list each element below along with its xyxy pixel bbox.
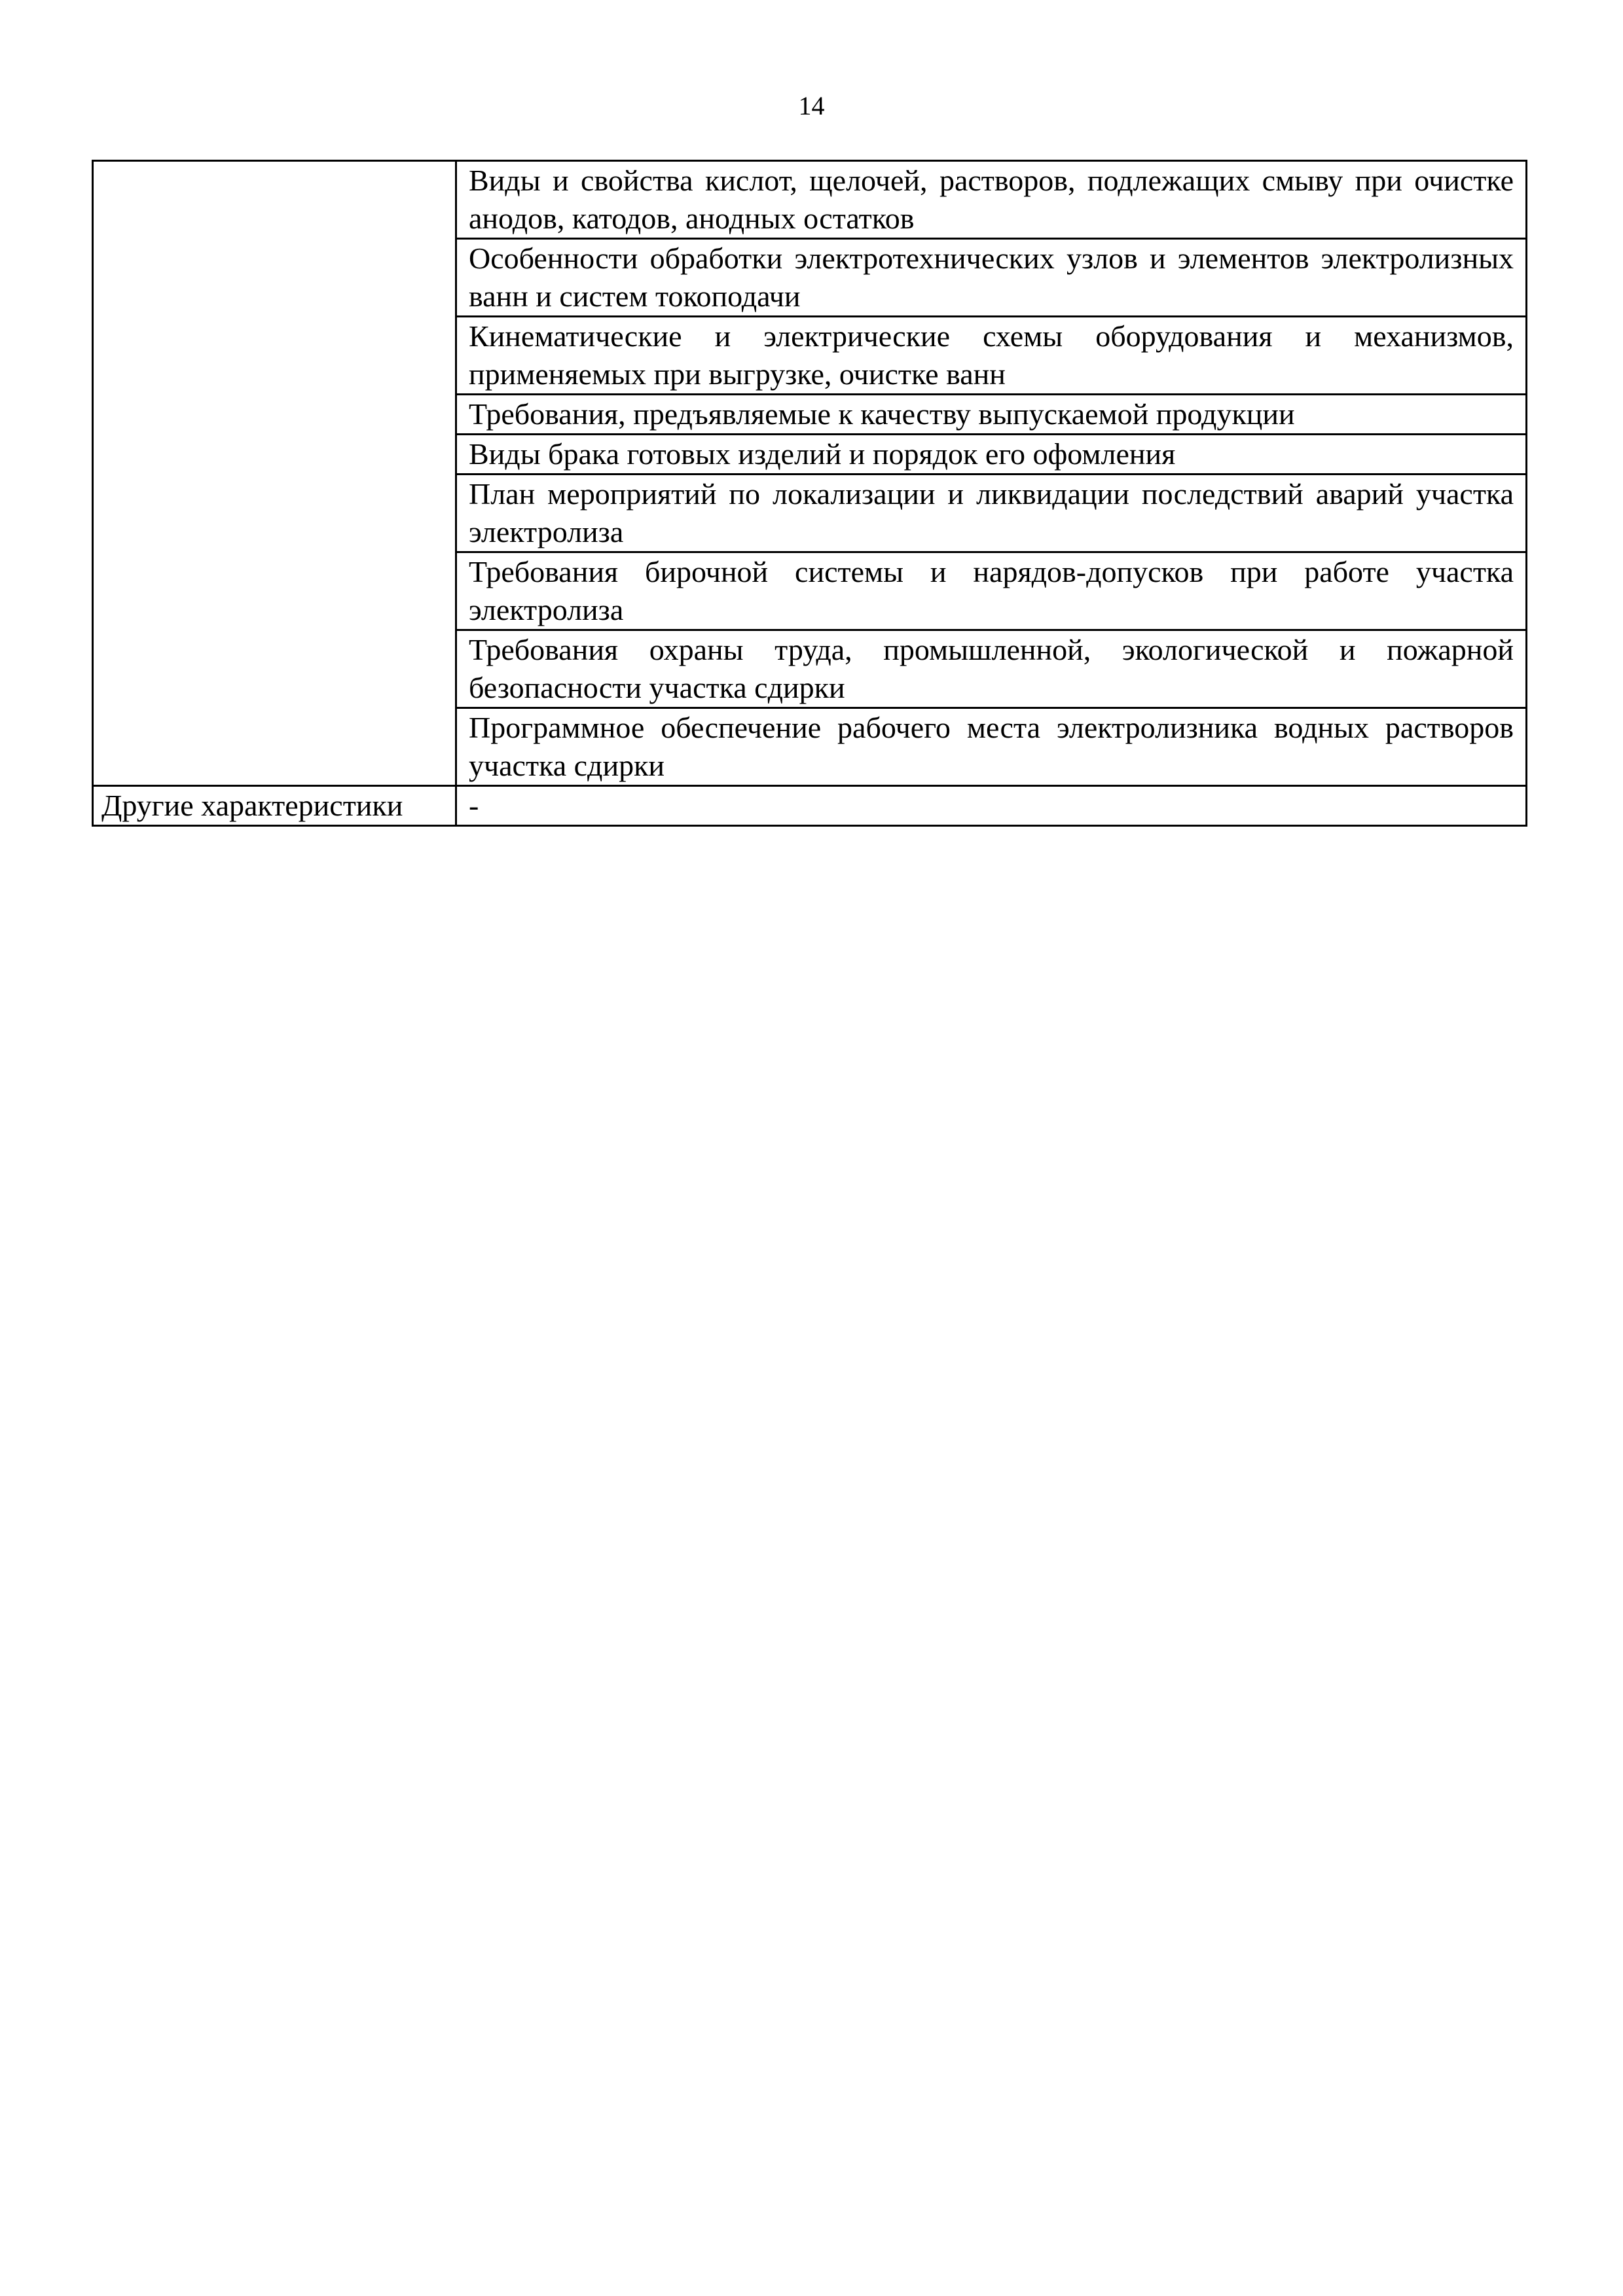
category-cell-empty — [93, 161, 456, 786]
requirement-cell: Особенности обработки электротехнических узлов и элементов электролизных ванн и систем токоподачи — [456, 239, 1527, 317]
requirement-cell: Кинематические и электрические схемы оборудования и механизмов, применяемых при выгрузке, очистке ванн — [456, 317, 1527, 395]
table-row-other — [93, 786, 1527, 826]
requirement-cell: Виды брака готовых изделий и порядок его офомления — [456, 435, 1527, 475]
requirements-table — [92, 160, 1527, 827]
requirement-cell: Виды и свойства кислот, щелочей, растворов, подлежащих смыву при очистке анодов, катодов, анодных остатков — [456, 161, 1527, 239]
requirement-cell: Программное обеспечение рабочего места электролизника водных растворов участка сдирки — [456, 708, 1527, 786]
table-row — [93, 161, 1527, 239]
requirement-cell: Требования бирочной системы и нарядов-допусков при работе участка электролиза — [456, 552, 1527, 630]
requirement-cell: Требования охраны труда, промышленной, экологической и пожарной безопасности участка сдирки — [456, 630, 1527, 708]
page-number: 14 — [798, 91, 825, 120]
other-characteristics-label: Другие характеристики — [93, 786, 456, 826]
requirement-cell: Требования, предъявляемые к качеству выпускаемой продукции — [456, 395, 1527, 435]
other-characteristics-value: - — [456, 786, 1527, 826]
requirement-cell: План мероприятий по локализации и ликвидации последствий аварий участка электролиза — [456, 475, 1527, 552]
